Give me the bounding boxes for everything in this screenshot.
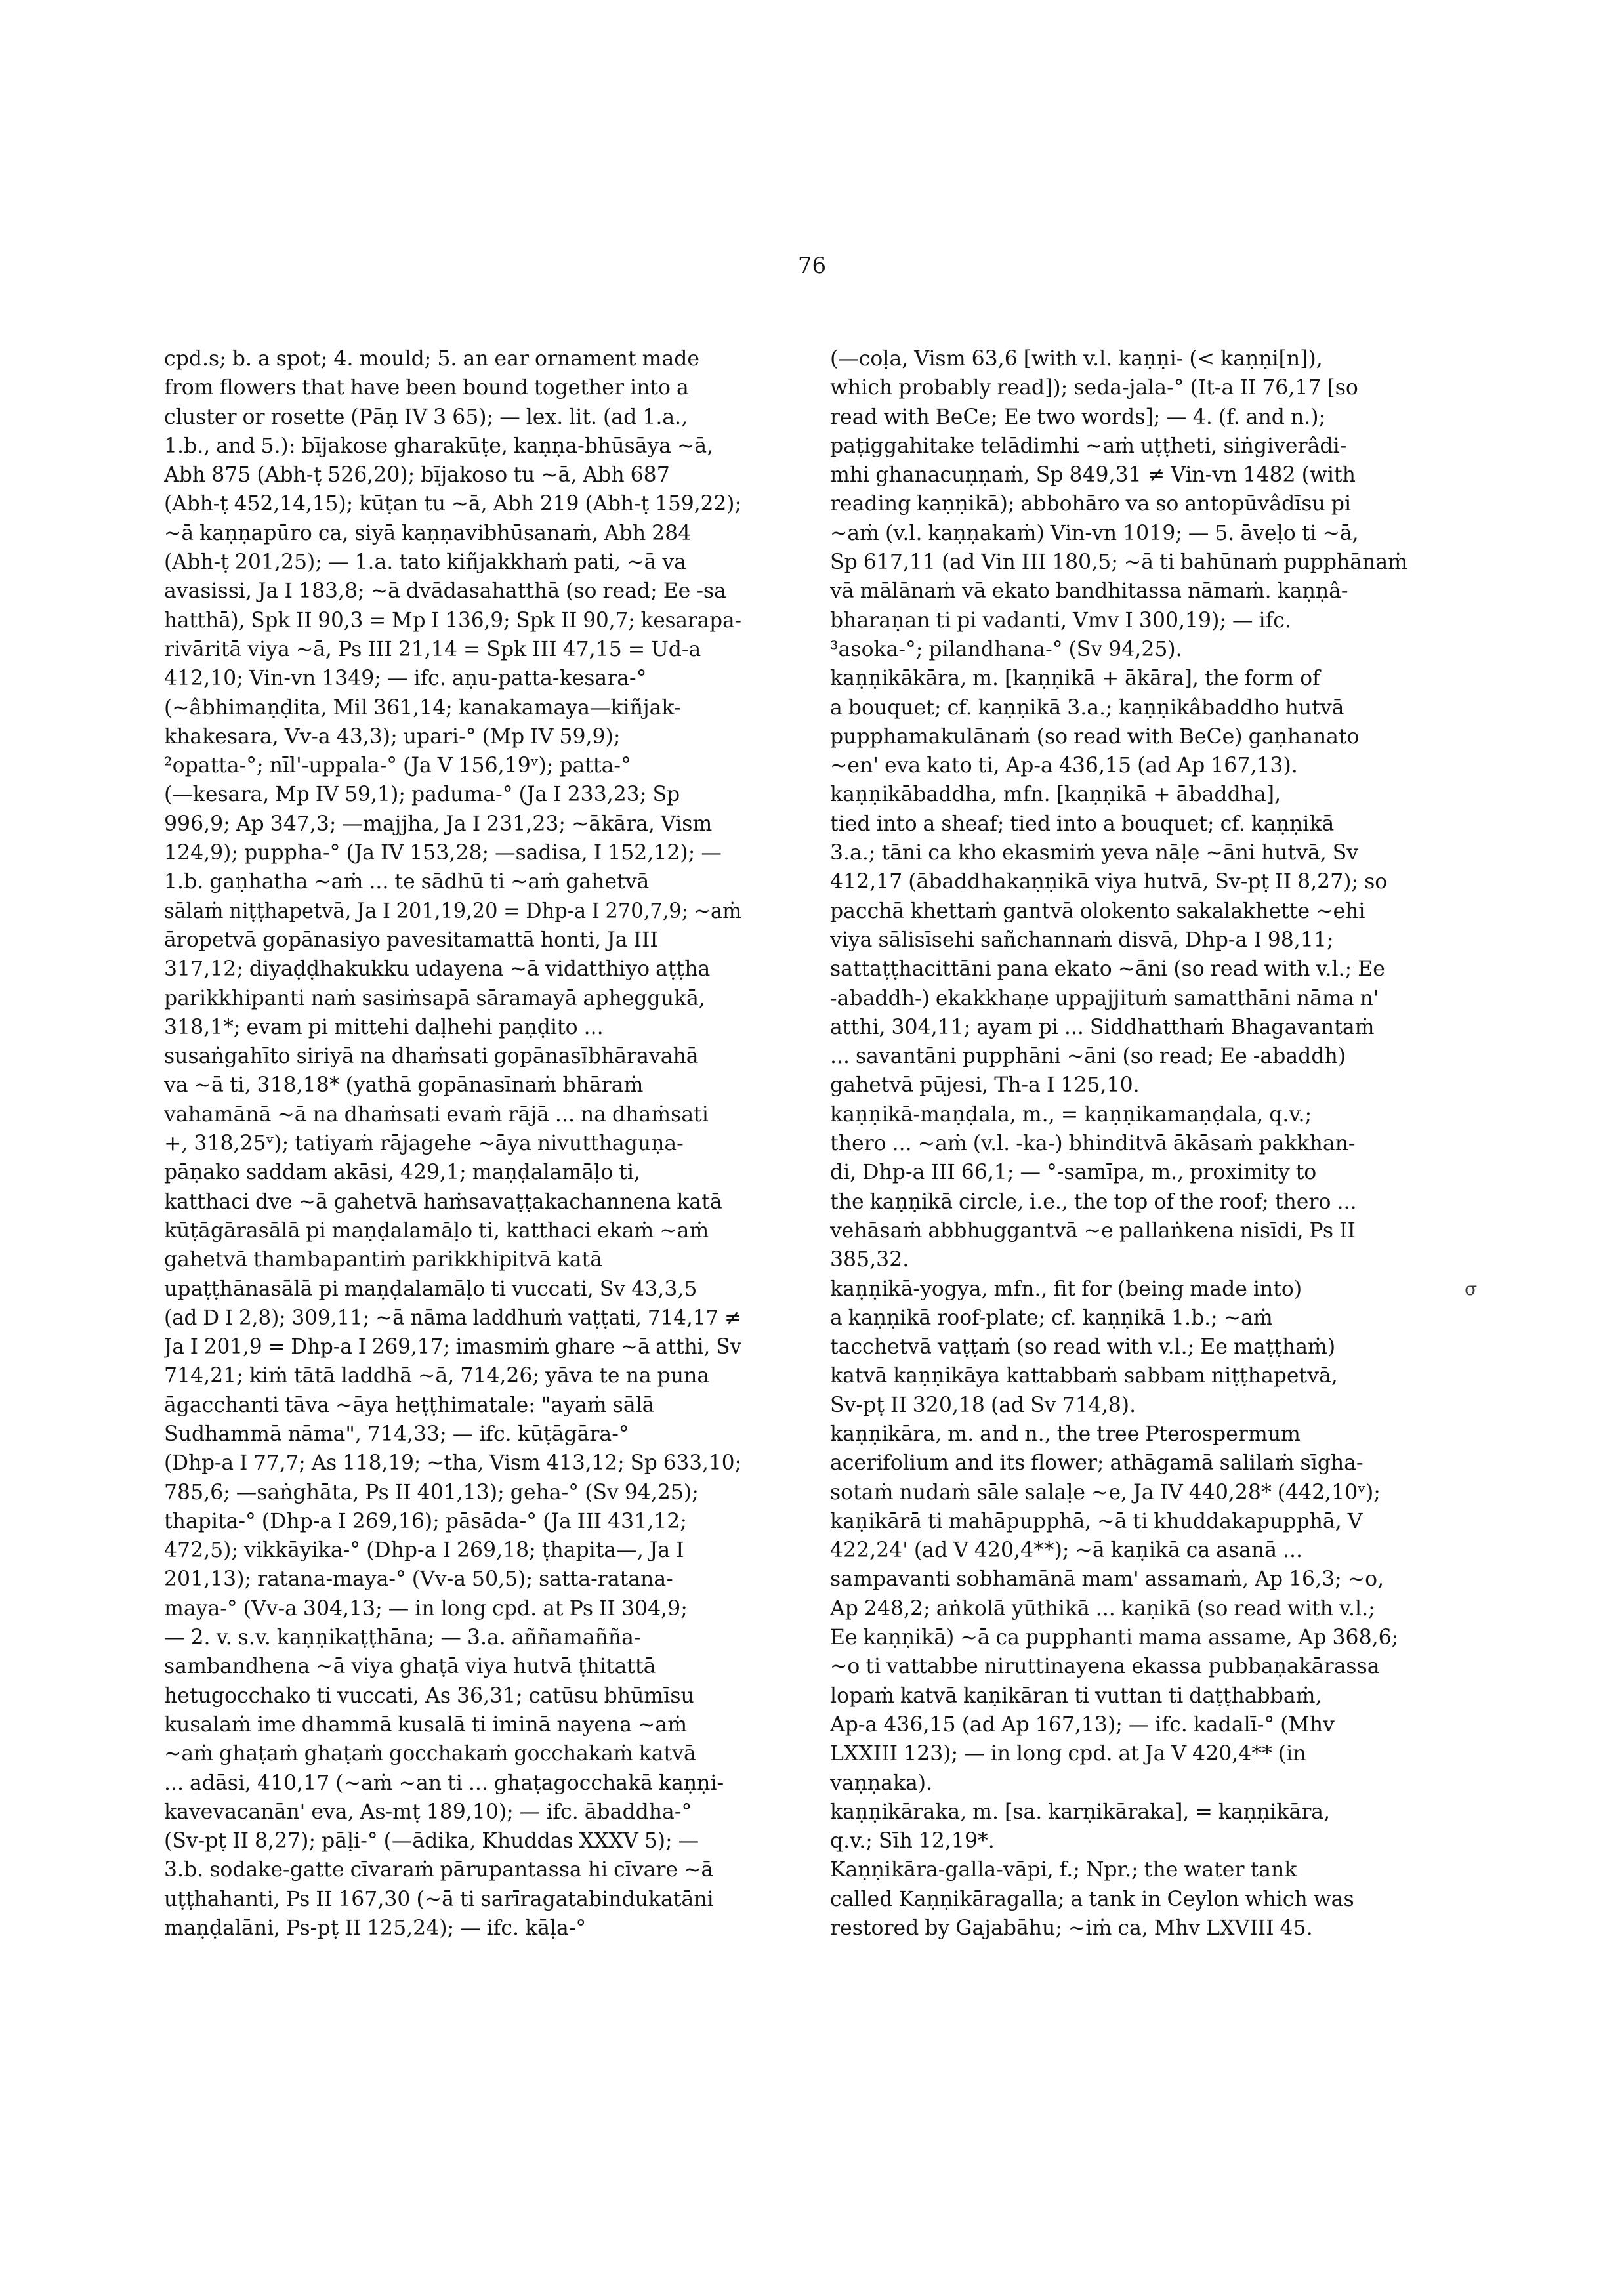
text-line: (~âbhimaṇḍita, Mil 361,14; kanakamaya—kiñjak-	[164, 695, 681, 720]
text-line: Ap-a 436,15 (ad Ap 167,13); — ifc. kadalī-° (Mhv	[830, 1712, 1335, 1737]
text-line: sotaṁ nudaṁ sāle salaḷe ~e, Ja IV 440,28* (442,10ᵛ);	[830, 1480, 1381, 1504]
left-column-lines	[164, 344, 741, 1943]
text-line: Abh 875 (Abh-ṭ 526,20); bījakoso tu ~ā, Abh 687	[164, 463, 670, 487]
text-line: kaṇṇikākāra, m. [kaṇṇikā + ākāra], the form of	[830, 667, 1320, 691]
text-line: 412,17 (ābaddhakaṇṇikā viya hutvā, Sv-pṭ II 8,27); so	[830, 870, 1388, 894]
page-number: 76	[797, 253, 827, 279]
text-line: (Dhp-a I 77,7; As 118,19; ~tha, Vism 413,12; Sp 633,10;	[164, 1451, 741, 1476]
text-line: read with BeCe; Ee two words]; — 4. (f. and n.);	[830, 405, 1326, 429]
text-line: ... adāsi, 410,17 (~aṁ ~an ti ... ghaṭagocchakā kaṇṇi-	[164, 1771, 724, 1795]
text-line: lopaṁ katvā kaṇikāran ti vuttan ti daṭṭhabbaṁ,	[830, 1684, 1322, 1708]
text-line: kaṇṇikāra, m. and n., the tree Pterospermum	[830, 1422, 1301, 1446]
margin-mark: σ	[1465, 1278, 1478, 1300]
text-line: 317,12; diyaḍḍhakukku udayena ~ā vidatthiyo aṭṭha	[164, 957, 711, 982]
text-line: -abaddh-) ekakkhaṇe uppajjituṁ samatthāni nāma n'	[830, 986, 1379, 1010]
text-line: — 2. v. s.v. kaṇṇikaṭṭhāna; — 3.a. aññamañña-	[164, 1626, 641, 1650]
text-line: cluster or rosette (Pāṇ IV 3 65); — lex. lit. (ad 1.a.,	[164, 405, 688, 429]
text-line: kaṇṇikābaddha, mfn. [kaṇṇikā + ābaddha],	[830, 783, 1281, 807]
text-line: kusalaṁ ime dhammā kusalā ti iminā nayena ~aṁ	[164, 1712, 688, 1737]
text-line: 3.b. sodake-gatte cīvaraṁ pārupantassa hi cīvare ~ā	[164, 1858, 714, 1882]
text-line: (—coḷa, Vism 63,6 [with v.l. kaṇṇi- (< kaṇṇi[n]),	[830, 347, 1323, 371]
text-line: Ee kaṇṇikā) ~ā ca pupphanti mama assame, Ap 368,6;	[830, 1626, 1399, 1650]
right-column-lines	[830, 344, 1407, 1943]
text-line: kaṇṇikāraka, m. [sa. karṇikāraka], = kaṇṇikāra,	[830, 1800, 1331, 1824]
text-line: kaṇṇikā-maṇḍala, m., = kaṇṇikamaṇḍala, q.v.;	[830, 1102, 1312, 1127]
text-line: 1.b., and 5.): bījakose gharakūṭe, kaṇṇa-bhūsāya ~ā,	[164, 434, 714, 458]
text-line: va ~ā ti, 318,18* (yathā gopānasīnaṁ bhāraṁ	[164, 1073, 644, 1098]
text-line: maya-° (Vv-a 304,13; — in long cpd. at Ps II 304,9;	[164, 1596, 688, 1621]
text-line: ~aṁ ghaṭaṁ ghaṭaṁ gocchakaṁ gocchakaṁ katvā	[164, 1742, 696, 1766]
text-line: sattaṭṭhacittāni pana ekato ~āni (so read with v.l.; Ee	[830, 957, 1385, 982]
text-line: +, 318,25ᵛ); tatiyaṁ rājagehe ~āya nivutthaguṇa-	[164, 1132, 684, 1156]
text-line: a kaṇṇikā roof-plate; cf. kaṇṇikā 1.b.; ~aṁ	[830, 1306, 1273, 1330]
text-line: 412,10; Vin-vn 1349; — ifc. aṇu-patta-kesara-°	[164, 667, 647, 691]
text-line: atthi, 304,11; ayam pi ... Siddhatthaṁ Bhagavantaṁ	[830, 1015, 1375, 1039]
text-line: katvā kaṇṇikāya kattabbaṁ sabbam niṭṭhapetvā,	[830, 1364, 1338, 1388]
text-line: vahamānā ~ā na dhaṁsati evaṁ rājā ... na dhaṁsati	[164, 1102, 709, 1127]
text-line: a bouquet; cf. kaṇṇikā 3.a.; kaṇṇikâbaddho hutvā	[830, 695, 1344, 720]
text-line: 201,13); ratana-maya-° (Vv-a 50,5); satta-ratana-	[164, 1567, 673, 1592]
text-line: (ad D I 2,8); 309,11; ~ā nāma laddhuṁ vaṭṭati, 714,17 ≠	[164, 1306, 741, 1330]
text-line: reading kaṇṇikā); abbohāro va so antopūvâdīsu pi	[830, 492, 1352, 516]
right-column	[830, 344, 1407, 1943]
text-line: 1.b. gaṇhatha ~aṁ ... te sādhū ti ~aṁ gahetvā	[164, 870, 650, 894]
text-line: khakesara, Vv-a 43,3); upari-° (Mp IV 59,9);	[164, 724, 621, 749]
text-line: sālaṁ niṭṭhapetvā, Ja I 201,19,20 = Dhp-a I 270,7,9; ~aṁ	[164, 899, 741, 923]
text-line: pacchā khettaṁ gantvā olokento sakalakhette ~ehi	[830, 899, 1365, 923]
text-line: gahetvā thambapantiṁ parikkhipitvā katā	[164, 1248, 602, 1272]
text-line: Kaṇṇikāra-galla-vāpi, f.; Npr.; the water tank	[830, 1858, 1297, 1882]
text-line: 124,9); puppha-° (Ja IV 153,28; —sadisa, I 152,12); —	[164, 841, 722, 865]
text-line: ... savantāni pupphāni ~āni (so read; Ee -abaddh)	[830, 1044, 1346, 1069]
text-line: mhi ghanacuṇṇaṁ, Sp 849,31 ≠ Vin-vn 1482 (with	[830, 463, 1356, 487]
text-line: tied into a sheaf; tied into a bouquet; cf. kaṇṇikā	[830, 812, 1335, 836]
text-line: 3.a.; tāni ca kho ekasmiṁ yeva nāḷe ~āni hutvā, Sv	[830, 841, 1359, 865]
text-line: gahetvā pūjesi, Th-a I 125,10.	[830, 1073, 1140, 1098]
text-line: called Kaṇṇikāragalla; a tank in Ceylon which was	[830, 1887, 1354, 1911]
text-line: maṇḍalāni, Ps-pṭ II 125,24); — ifc. kāḷa-°	[164, 1916, 587, 1941]
text-line: ~ā kaṇṇapūro ca, siyā kaṇṇavibhūsanaṁ, Abh 284	[164, 521, 692, 545]
text-line: āropetvā gopānasiyo pavesitamattā honti, Ja III	[164, 928, 658, 952]
text-line: upaṭṭhānasālā pi maṇḍalamāḷo ti vuccati, Sv 43,3,5	[164, 1277, 697, 1301]
text-line: bharaṇan ti pi vadanti, Vmv I 300,19); — ifc.	[830, 608, 1291, 632]
text-line: ³asoka-°; pilandhana-° (Sv 94,25).	[830, 637, 1182, 661]
text-line: vaṇṇaka).	[830, 1771, 933, 1795]
text-line: 472,5); vikkāyika-° (Dhp-a I 269,18; ṭhapita—, Ja I	[164, 1539, 684, 1563]
text-line: 318,1*; evam pi mittehi daḷhehi paṇḍito ...	[164, 1015, 604, 1039]
text-line: cpd.s; b. a spot; 4. mould; 5. an ear ornament made	[164, 347, 700, 371]
text-line: avasissi, Ja I 183,8; ~ā dvādasahatthā (so read; Ee -sa	[164, 579, 726, 604]
text-line: Sudhammā nāma", 714,33; — ifc. kūṭāgāra-°	[164, 1422, 629, 1446]
text-line: from flowers that have been bound together into a	[164, 376, 689, 400]
text-line: 385,32.	[830, 1248, 909, 1272]
text-line: LXXIII 123); — in long cpd. at Ja V 420,4** (in	[830, 1742, 1306, 1766]
text-line: thero ... ~aṁ (v.l. -ka-) bhinditvā ākāsaṁ pakkhan-	[830, 1132, 1356, 1156]
text-line: di, Dhp-a III 66,1; — °-samīpa, m., proximity to	[830, 1161, 1317, 1185]
text-line: ~en' eva kato ti, Ap-a 436,15 (ad Ap 167,13).	[830, 754, 1298, 778]
text-line: kaṇikārā ti mahāpupphā, ~ā ti khuddakapupphā, V	[830, 1509, 1363, 1533]
text-line: pupphamakulānaṁ (so read with BeCe) gaṇhanato	[830, 724, 1360, 749]
text-line: uṭṭhahanti, Ps II 167,30 (~ā ti sarīragatabindukatāni	[164, 1887, 714, 1911]
text-line: q.v.; Sīh 12,19*.	[830, 1829, 995, 1853]
text-line: (Abh-ṭ 201,25); — 1.a. tato kiñjakkhaṁ pati, ~ā va	[164, 550, 686, 575]
text-line: thapita-° (Dhp-a I 269,16); pāsāda-° (Ja III 431,12;	[164, 1509, 687, 1533]
text-line: restored by Gajabāhu; ~iṁ ca, Mhv LXVIII 45.	[830, 1916, 1313, 1941]
text-line: 785,6; —saṅghāta, Ps II 401,13); geha-° (Sv 94,25);	[164, 1480, 699, 1504]
text-line: vehāsaṁ abbhuggantvā ~e pallaṅkena nisīdi, Ps II	[830, 1218, 1356, 1243]
text-line: Sp 617,11 (ad Vin III 180,5; ~ā ti bahūnaṁ pupphānaṁ	[830, 550, 1407, 575]
text-line: Ja I 201,9 = Dhp-a I 269,17; imasmiṁ ghare ~ā atthi, Sv	[164, 1335, 741, 1359]
text-line: kūṭāgārasālā pi maṇḍalamāḷo ti, katthaci ekaṁ ~aṁ	[164, 1218, 709, 1243]
text-line: (Sv-pṭ II 8,27); pāḷi-° (—ādika, Khuddas XXXV 5); —	[164, 1829, 699, 1853]
text-line: the kaṇṇikā circle, i.e., the top of the roof; thero ...	[830, 1189, 1357, 1214]
text-line: 996,9; Ap 347,3; —majjha, Ja I 231,23; ~ākāra, Vism	[164, 812, 713, 836]
text-line: āgacchanti tāva ~āya heṭṭhimatale: "ayaṁ sālā	[164, 1393, 655, 1417]
text-line: acerifolium and its flower; athāgamā salilaṁ sīgha-	[830, 1451, 1364, 1476]
text-line: kavevacanān' eva, As-mṭ 189,10); — ifc. ābaddha-°	[164, 1800, 692, 1824]
text-line: pāṇako saddam akāsi, 429,1; maṇḍalamāḷo ti,	[164, 1161, 640, 1185]
text-line: sambandhena ~ā viya ghaṭā viya hutvā ṭhitattā	[164, 1655, 656, 1679]
text-line: hetugocchako ti vuccati, As 36,31; catūsu bhūmīsu	[164, 1684, 694, 1708]
text-line: katthaci dve ~ā gahetvā haṁsavaṭṭakachannena katā	[164, 1189, 722, 1214]
text-line: 422,24' (ad V 420,4**); ~ā kaṇikā ca asanā ...	[830, 1539, 1303, 1563]
text-line: paṭiggahitake telādimhi ~aṁ uṭṭheti, siṅgiverâdi-	[830, 434, 1347, 458]
text-line: kaṇṇikā-yogya, mfn., fit for (being made into)	[830, 1277, 1302, 1301]
text-line: ~aṁ (v.l. kaṇṇakaṁ) Vin-vn 1019; — 5. āveḷo ti ~ā,	[830, 521, 1359, 545]
text-line: viya sālisīsehi sañchannaṁ disvā, Dhp-a I 98,11;	[830, 928, 1334, 952]
text-line: susaṅgahīto siriyā na dhaṁsati gopānasībhāravahā	[164, 1044, 699, 1069]
text-line: vā mālānaṁ vā ekato bandhitassa nāmaṁ. kaṇṇâ-	[830, 579, 1348, 604]
text-line: hatthā), Spk II 90,3 = Mp I 136,9; Spk II 90,7; kesarapa-	[164, 608, 741, 632]
text-line: (—kesara, Mp IV 59,1); paduma-° (Ja I 233,23; Sp	[164, 783, 680, 807]
text-line: sampavanti sobhamānā mam' assamaṁ, Ap 16,3; ~o,	[830, 1567, 1385, 1592]
text-line: 714,21; kiṁ tātā laddhā ~ā, 714,26; yāva te na puna	[164, 1364, 710, 1388]
text-line: (Abh-ṭ 452,14,15); kūṭan tu ~ā, Abh 219 (Abh-ṭ 159,22);	[164, 492, 741, 516]
text-line: which probably read]); seda-jala-° (It-a II 76,17 [so	[830, 376, 1358, 400]
text-line: Sv-pṭ II 320,18 (ad Sv 714,8).	[830, 1393, 1136, 1417]
text-line: Ap 248,2; aṅkolā yūthikā ... kaṇikā (so read with v.l.;	[830, 1596, 1375, 1621]
text-line: rivāritā viya ~ā, Ps III 21,14 = Spk III 47,15 = Ud-a	[164, 637, 701, 661]
text-line: ~o ti vattabbe niruttinayena ekassa pubbaṇakārassa	[830, 1655, 1380, 1679]
left-column	[164, 344, 741, 1943]
text-line: parikkhipanti naṁ sasiṁsapā sāramayā apheggukā,	[164, 986, 705, 1010]
text-line: tacchetvā vaṭṭaṁ (so read with v.l.; Ee maṭṭhaṁ)	[830, 1335, 1336, 1359]
text-line: ²opatta-°; nīl'-uppala-° (Ja V 156,19ᵛ); patta-°	[164, 754, 631, 778]
